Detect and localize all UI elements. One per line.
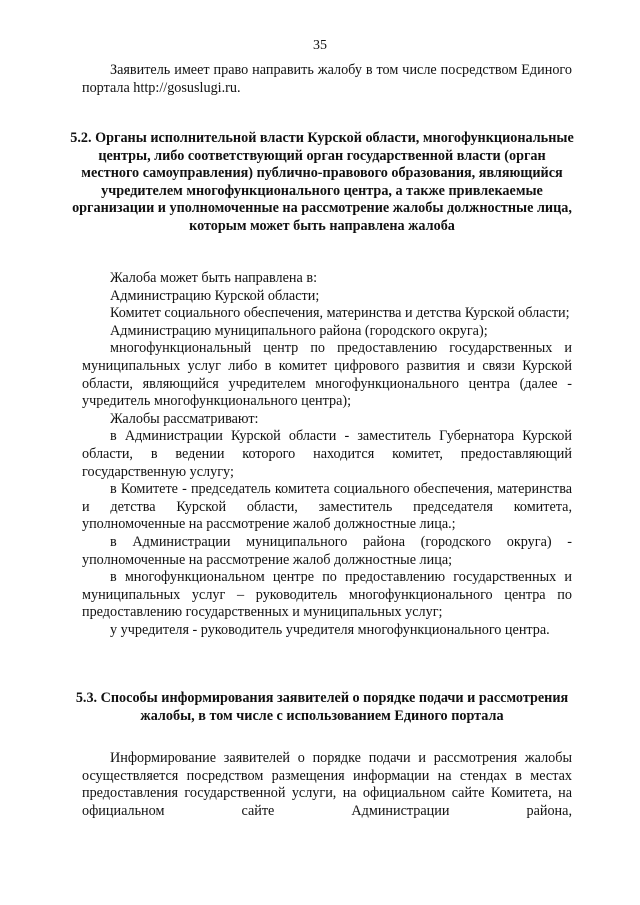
section-5-2-title: 5.2. Органы исполнительной власти Курской области, многофункциональные центры, либо соответствующий орган государственной власти (орган местного самоуправления) публично-правового образования, являющийся учредителем многофункционального центра, а также привлекаемые организации и уполномоченные на рассмотрение жалобы должностные лица, которым может быть направлена жалоба	[70, 130, 574, 234]
paragraph: Жалобы рассматривают:	[110, 410, 259, 427]
paragraph: Информирование заявителей о порядке подачи и рассмотрения жалобы осуществляется посредством размещения информации на стендах в местах предоставления государственной услуги, на официальном сайте Комитета, на официальном сайте Администрации района,	[82, 750, 572, 819]
paragraph: в Администрации муниципального района (городского округа) - уполномоченные на рассмотрение жалоб должностные лица;	[82, 533, 572, 568]
paragraph: в Комитете - председатель комитета социального обеспечения, материнства и детства Курской области, заместитель председателя комитета, уполномоченные на рассмотрение жалоб должностные лица.;	[82, 481, 572, 533]
intro-text: Заявитель имеет право направить жалобу в том числе посредством Единого портала http://gosuslugi.ru.	[82, 62, 572, 96]
paragraph: в многофункциональном центре по предоставлению государственных и муниципальных услуг – руководитель многофункционального центра по предоставлению государственных и муниципальных услуг;	[82, 569, 572, 621]
page-number: 35	[313, 38, 327, 53]
paragraph: многофункциональный центр по предоставлению государственных и муниципальных услуг либо в комитет цифрового развития и связи Курской области, являющийся учредителем многофункционального центра (далее - учредитель многофункционального центра);	[82, 340, 572, 410]
section-5-3-title: 5.3. Способы информирования заявителей о порядке подачи и рассмотрения жалобы, в том числе с использованием Единого портала	[75, 690, 569, 724]
paragraph: у учредителя - руководитель учредителя многофункционального центра.	[110, 621, 550, 638]
paragraph: Администрацию Курской области;	[110, 287, 320, 304]
paragraph: Администрацию муниципального района (городского округа);	[110, 322, 488, 339]
intro-paragraph	[82, 62, 572, 97]
section-5-3-body	[82, 750, 572, 820]
paragraph: Жалоба может быть направлена в:	[110, 270, 318, 286]
section-5-2-body	[82, 270, 572, 639]
paragraph: в Администрации Курской области - заместитель Губернатора Курской области, в ведении которого находится комитет, предоставляющий государственную услугу;	[82, 428, 572, 480]
paragraph: Комитет социального обеспечения, материнства и детства Курской области;	[110, 305, 570, 322]
